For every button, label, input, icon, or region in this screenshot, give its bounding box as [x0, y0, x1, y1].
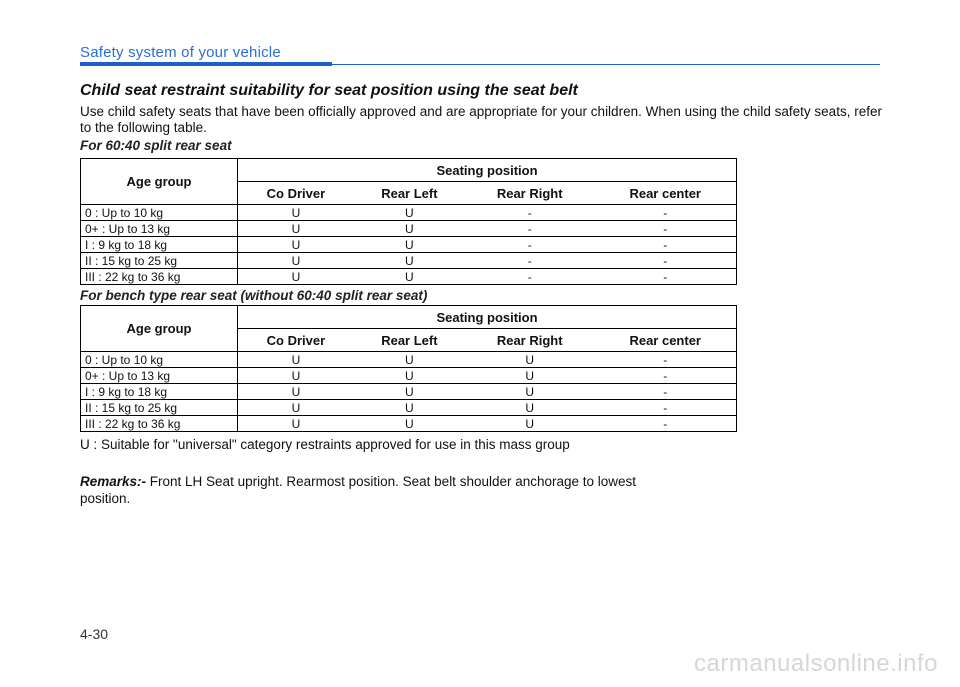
suitability-cell: U — [405, 269, 414, 284]
watermark: carmanualsonline.info — [694, 650, 938, 677]
suitability-cell: - — [465, 221, 595, 237]
suitability-cell: U — [465, 400, 595, 416]
table-row — [81, 352, 737, 368]
age-group-cell: 0 : Up to 10 kg — [81, 352, 238, 368]
table-row — [81, 221, 737, 237]
age-group-header: Age group — [81, 159, 238, 205]
suitability-cell: U — [238, 384, 354, 400]
suitability-cell: U — [405, 416, 414, 431]
column-header: Rear Right — [465, 329, 595, 352]
suitability-cell: U — [354, 352, 465, 368]
suitability-cell: - — [527, 269, 532, 284]
table-row — [81, 400, 737, 416]
suitability-cell: U — [238, 400, 354, 416]
table-row — [81, 269, 737, 285]
suitability-cell: - — [594, 253, 736, 269]
suitability-table-split — [80, 158, 737, 285]
table-row — [81, 253, 737, 269]
age-group-header: Age group — [81, 306, 238, 352]
suitability-cell: U — [465, 368, 595, 384]
suitability-cell: - — [663, 416, 668, 431]
age-group-cell: III : 22 kg to 36 kg — [81, 269, 238, 285]
suitability-cell: U — [354, 368, 465, 384]
suitability-cell: U — [238, 368, 354, 384]
suitability-cell: - — [594, 221, 736, 237]
suitability-cell: - — [465, 253, 595, 269]
suitability-cell: U — [354, 221, 465, 237]
header-rule-thick — [80, 62, 332, 66]
suitability-cell: - — [594, 400, 736, 416]
remarks-label: Remarks:- — [80, 474, 147, 489]
table-1-heading: For 60:40 split rear seat — [80, 138, 232, 153]
page-number: 4-30 — [80, 626, 109, 642]
suitability-cell: U — [291, 416, 301, 431]
column-header: Rear center — [594, 182, 736, 205]
age-group-cell: 0+ : Up to 13 kg — [81, 221, 238, 237]
age-group-cell: 0+ : Up to 13 kg — [81, 368, 238, 384]
column-header: Rear Left — [354, 182, 465, 205]
suitability-cell: - — [594, 368, 736, 384]
remarks-note — [80, 473, 640, 507]
remarks-text: Front LH Seat upright. Rearmost position. Seat belt shoulder anchorage to lowest position. — [80, 474, 637, 506]
column-header: Rear center — [594, 329, 736, 352]
suitability-cell: - — [594, 237, 736, 253]
suitability-table-bench — [80, 305, 737, 432]
seating-position-header: Seating position — [238, 159, 737, 182]
age-group-cell: II : 15 kg to 25 kg — [81, 253, 238, 269]
table-row — [81, 384, 737, 400]
table-row — [81, 205, 737, 221]
table-row — [81, 368, 737, 384]
intro-paragraph: Use child safety seats that have been officially approved and are appropriate for your children. When using the child safety seats, refer to the following table. — [80, 104, 882, 135]
suitability-cell: - — [465, 205, 595, 221]
suitability-cell: U — [465, 352, 595, 368]
suitability-cell: U — [291, 269, 301, 284]
suitability-cell: U — [238, 221, 354, 237]
page-title: Child seat restraint suitability for seat position using the seat belt — [80, 82, 578, 99]
suitability-cell: - — [465, 237, 595, 253]
suitability-cell: - — [594, 352, 736, 368]
column-header: Rear Right — [465, 182, 595, 205]
table-row — [81, 237, 737, 253]
suitability-cell: U — [354, 400, 465, 416]
table-row — [81, 416, 737, 432]
suitability-cell: U — [238, 205, 354, 221]
suitability-cell: U — [238, 352, 354, 368]
suitability-cell: - — [594, 384, 736, 400]
suitability-cell: - — [663, 269, 668, 284]
suitability-cell: U — [465, 384, 595, 400]
suitability-cell: U — [354, 205, 465, 221]
age-group-cell: I : 9 kg to 18 kg — [81, 384, 238, 400]
column-header: Co Driver — [238, 182, 354, 205]
age-group-cell: 0 : Up to 10 kg — [81, 205, 238, 221]
table-2-heading: For bench type rear seat (without 60:40 split rear seat) — [80, 288, 428, 303]
suitability-cell: U — [354, 253, 465, 269]
column-header: Co Driver — [238, 329, 354, 352]
suitability-cell: U — [525, 416, 535, 431]
age-group-cell: III : 22 kg to 36 kg — [81, 416, 238, 432]
section-header: Safety system of your vehicle — [80, 44, 281, 61]
suitability-cell: - — [594, 205, 736, 221]
suitability-cell: U — [354, 237, 465, 253]
suitability-cell: U — [238, 253, 354, 269]
column-header: Rear Left — [354, 329, 465, 352]
age-group-cell: I : 9 kg to 18 kg — [81, 237, 238, 253]
legend-note: U : Suitable for "universal" category restraints approved for use in this mass group — [80, 437, 570, 452]
suitability-cell: U — [238, 237, 354, 253]
header-rule-thin — [332, 64, 880, 65]
suitability-cell: U — [354, 384, 465, 400]
seating-position-header: Seating position — [238, 306, 737, 329]
age-group-cell: II : 15 kg to 25 kg — [81, 400, 238, 416]
